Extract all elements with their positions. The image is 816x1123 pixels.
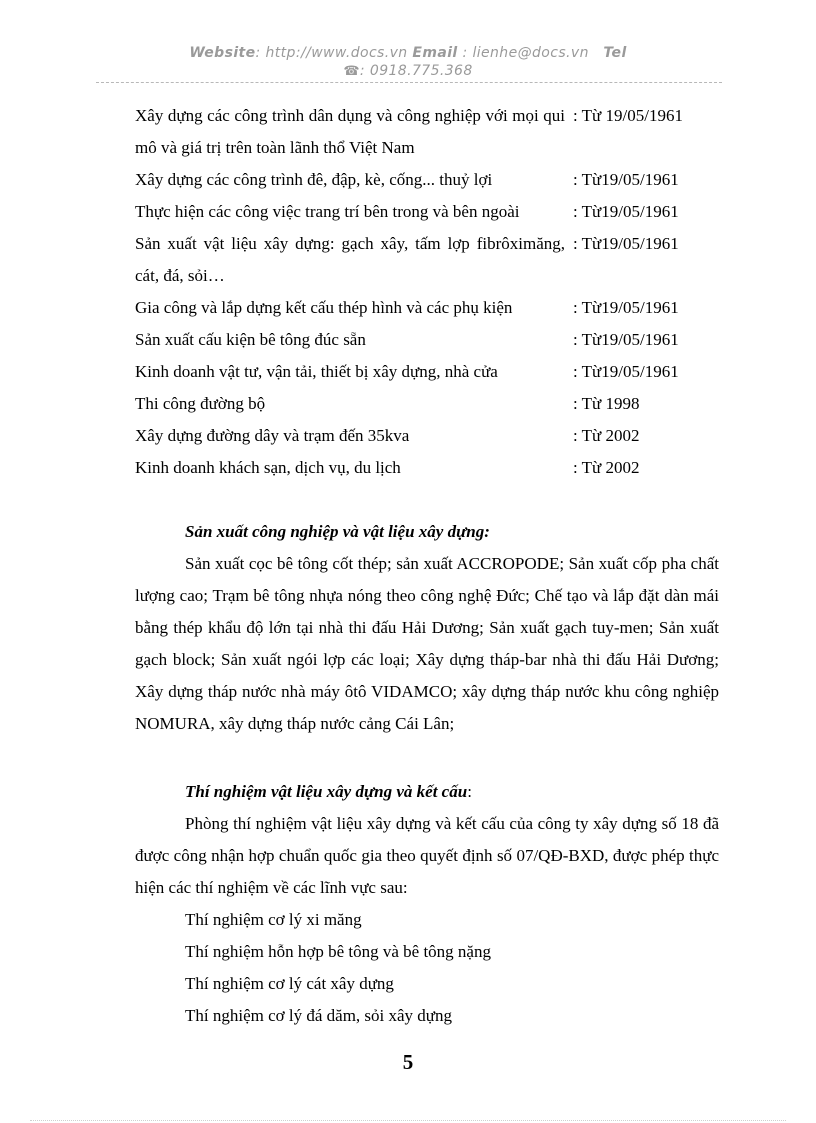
website-label: Website (189, 45, 256, 61)
tel-label: Tel (603, 45, 627, 61)
footer-divider (30, 1120, 786, 1121)
phone-separator: : (359, 63, 370, 79)
activity-description: Sản xuất cấu kiện bê tông đúc sẵn (135, 330, 366, 349)
activity-description: Thực hiện các công việc trang trí bên trong và bên ngoài (135, 202, 520, 221)
activity-since: : Từ19/05/1961 (573, 362, 679, 381)
testing-section (135, 776, 719, 1032)
production-section (135, 516, 719, 740)
activity-description: Sản xuất vật liệu xây dựng: gạch xây, tấm lợp fibrôximăng, cát, đá, sỏi… (135, 234, 565, 285)
testing-heading (185, 776, 719, 808)
list-item: Thí nghiệm cơ lý đá dăm, sỏi xây dựng (185, 1006, 453, 1025)
email-separator: : (457, 45, 473, 61)
activity-since: : Từ19/05/1961 (573, 330, 679, 349)
table-row (135, 228, 725, 292)
testing-paragraph: Phòng thí nghiệm vật liệu xây dựng và kết cấu của công ty xây dựng số 18 đã được công nhận hợp chuẩn quốc gia theo quyết định số 07/QĐ-BXD, được phép thực hiện các thí nghiệm về các lĩnh vực sau: (135, 814, 719, 897)
phone-icon: ☎ (343, 64, 360, 79)
list-item: Thí nghiệm cơ lý cát xây dựng (185, 974, 394, 993)
page-header (95, 44, 721, 81)
header-line-1 (95, 44, 721, 62)
activity-since: : Từ 1998 (573, 394, 640, 413)
page-number: 5 (402, 1050, 414, 1074)
table-row (135, 324, 725, 356)
email-address[interactable]: lienhe@docs.vn (472, 45, 589, 61)
email-label: Email (412, 45, 458, 61)
testing-heading-colon: : (467, 782, 472, 801)
table-row (135, 388, 725, 420)
testing-heading-text: Thí nghiệm vật liệu xây dựng và kết cấu (185, 782, 468, 801)
table-row (135, 420, 725, 452)
header-line-2 (95, 62, 721, 81)
list-item: Thí nghiệm hỗn hợp bê tông và bê tông nặng (185, 942, 491, 961)
table-row (135, 196, 725, 228)
website-separator: : (255, 45, 266, 61)
phone-number: 0918.775.368 (369, 63, 473, 79)
list-item: Thí nghiệm cơ lý xi măng (185, 910, 362, 929)
table-row (135, 356, 725, 388)
production-paragraph: Sản xuất cọc bê tông cốt thép; sản xuất ACCROPODE; Sản xuất cốp pha chất lượng cao; Trạm bê tông nhựa nóng theo công nghệ Đức; Chế tạo và lắp đặt dàn mái bằng thép khẩu độ lớn tại nhà thi đấu Hải Dương; Sản xuất gạch tuy-men; Sản xuất gạch block; Sản xuất ngói lợp các loại; Xây dựng tháp-bar nhà thi đấu Hải Dương; Xây dựng tháp nước nhà máy ôtô VIDAMCO; xây dựng tháp nước khu công nghiệp NOMURA, xây dựng tháp nước cảng Cái Lân; (135, 554, 719, 733)
activity-since: : Từ19/05/1961 (573, 202, 679, 221)
header-divider (96, 82, 722, 83)
activity-since: : Từ 2002 (573, 458, 640, 477)
activity-since: : Từ 2002 (573, 426, 640, 445)
activity-description: Xây dựng các công trình đê, đập, kè, cống... thuỷ lợi (135, 170, 493, 189)
table-row (135, 292, 725, 324)
activity-description: Gia công và lắp dựng kết cấu thép hình và các phụ kiện (135, 298, 513, 317)
activity-description: Kinh doanh khách sạn, dịch vụ, du lịch (135, 458, 401, 477)
production-heading: Sản xuất công nghiệp và vật liệu xây dựng: (185, 522, 490, 541)
activity-description: Xây dựng đường dây và trạm đến 35kva (135, 426, 410, 445)
activity-description: Kinh doanh vật tư, vận tải, thiết bị xây dựng, nhà cửa (135, 362, 498, 381)
business-activities-table (135, 100, 725, 484)
table-row (135, 452, 725, 484)
table-row (135, 100, 725, 164)
activity-since: : Từ19/05/1961 (573, 298, 679, 317)
activity-since: : Từ 19/05/1961 (573, 106, 683, 125)
activity-description: Thi công đường bộ (135, 394, 266, 413)
table-row (135, 164, 725, 196)
website-url[interactable]: http://www.docs.vn (265, 45, 408, 61)
activity-since: : Từ19/05/1961 (573, 170, 679, 189)
activity-since: : Từ19/05/1961 (573, 234, 679, 253)
activity-description: Xây dựng các công trình dân dụng và công nghiệp với mọi qui mô và giá trị trên toàn lãnh thổ Việt Nam (135, 106, 565, 157)
